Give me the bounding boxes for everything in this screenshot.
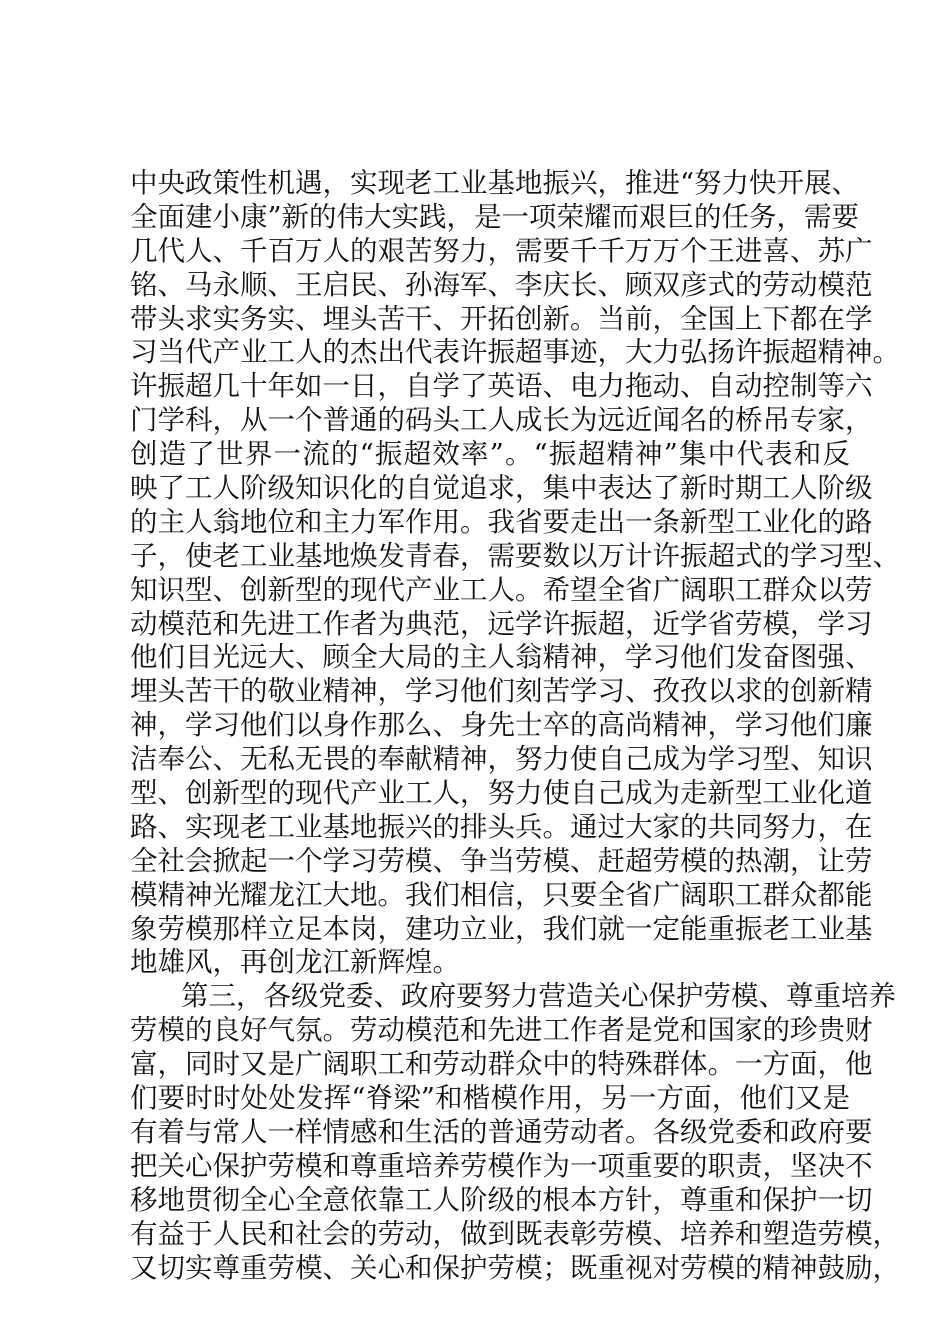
text-line: 全面建小康”新的伟大实践，是一项荣耀而艰巨的任务，需要: [130, 200, 860, 233]
text-line: 动模范和先进工作者为典范，远学许振超，近学省劳模，学习: [130, 607, 873, 640]
text-line: 有着与常人一样情感和生活的普通劳动者。各级党委和政府要: [130, 1115, 873, 1148]
text-line: 第三，各级党委、政府要努力营造关心保护劳模、尊重培养: [181, 980, 896, 1013]
text-line: 富，同时又是广阔职工和劳动群众中的特殊群体。一方面，他: [130, 1048, 873, 1081]
text-line: 神，学习他们以身作那么、身先士卒的高尚精神，学习他们廉: [130, 709, 873, 742]
paragraph-1: [130, 167, 900, 980]
text-line: 埋头苦干的敬业精神，学习他们刻苦学习、孜孜以求的创新精: [130, 675, 873, 708]
text-line: 他们目光远大、顾全大局的主人翁精神，学习他们发奋图强、: [130, 641, 873, 674]
text-line: 移地贯彻全心全意依靠工人阶级的根本方针，尊重和保护一切: [130, 1183, 873, 1216]
text-line: 有益于人民和社会的劳动，做到既表彰劳模、培养和塑造劳模，: [130, 1217, 900, 1250]
text-line: 铭、马永顺、王启民、孙海军、李庆长、顾双彦式的劳动模范: [130, 268, 873, 301]
text-line: 们要时时处处发挥“脊梁”和楷模作用，另一方面，他们又是: [130, 1082, 850, 1115]
text-line: 路、实现老工业基地振兴的排头兵。通过大家的共同努力，在: [130, 810, 873, 843]
text-line: 习当代产业工人的杰出代表许振超事迹，大力弘扬许振超精神。: [130, 336, 900, 369]
body-text: [130, 167, 900, 1285]
text-line: 地雄风，再创龙江新辉煌。: [130, 946, 460, 979]
text-line: 又切实尊重劳模、关心和保护劳模；既重视对劳模的精神鼓励，: [130, 1251, 900, 1284]
text-line: 子，使老工业基地焕发青春，需要数以万计许振超式的学习型、: [130, 539, 900, 572]
text-line: 门学科，从一个普通的码头工人成长为远近闻名的桥吊专家，: [130, 404, 873, 437]
text-line: 劳模的良好气氛。劳动模范和先进工作者是党和国家的珍贵财: [130, 1014, 873, 1047]
paragraph-2: [130, 980, 900, 1285]
text-line: 象劳模那样立足本岗，建功立业，我们就一定能重振老工业基: [130, 912, 873, 945]
text-line: 型、创新型的现代产业工人，努力使自己成为走新型工业化道: [130, 777, 873, 810]
text-line: 带头求实务实、埋头苦干、开拓创新。当前，全国上下都在学: [130, 302, 873, 335]
text-line: 几代人、千百万人的艰苦努力，需要千千万万个王进喜、苏广: [130, 234, 873, 267]
text-line: 映了工人阶级知识化的自觉追求，集中表达了新时期工人阶级: [130, 472, 873, 505]
text-line: 的主人翁地位和主力军作用。我省要走出一条新型工业化的路: [130, 505, 873, 538]
text-line: 许振超几十年如一日，自学了英语、电力拖动、自动控制等六: [130, 370, 873, 403]
text-line: 创造了世界一流的“振超效率”。“振超精神”集中代表和反: [130, 438, 850, 471]
text-line: 全社会掀起一个学习劳模、争当劳模、赶超劳模的热潮，让劳: [130, 844, 873, 877]
text-line: 知识型、创新型的现代产业工人。希望全省广阔职工群众以劳: [130, 573, 873, 606]
text-line: 把关心保护劳模和尊重培养劳模作为一项重要的职责，坚决不: [130, 1149, 873, 1182]
text-line: 洁奉公、无私无畏的奉献精神，努力使自己成为学习型、知识: [130, 743, 873, 776]
text-line: 中央政策性机遇，实现老工业基地振兴，推进“努力快开展、: [130, 167, 860, 199]
text-line: 模精神光耀龙江大地。我们相信，只要全省广阔职工群众都能: [130, 878, 873, 911]
